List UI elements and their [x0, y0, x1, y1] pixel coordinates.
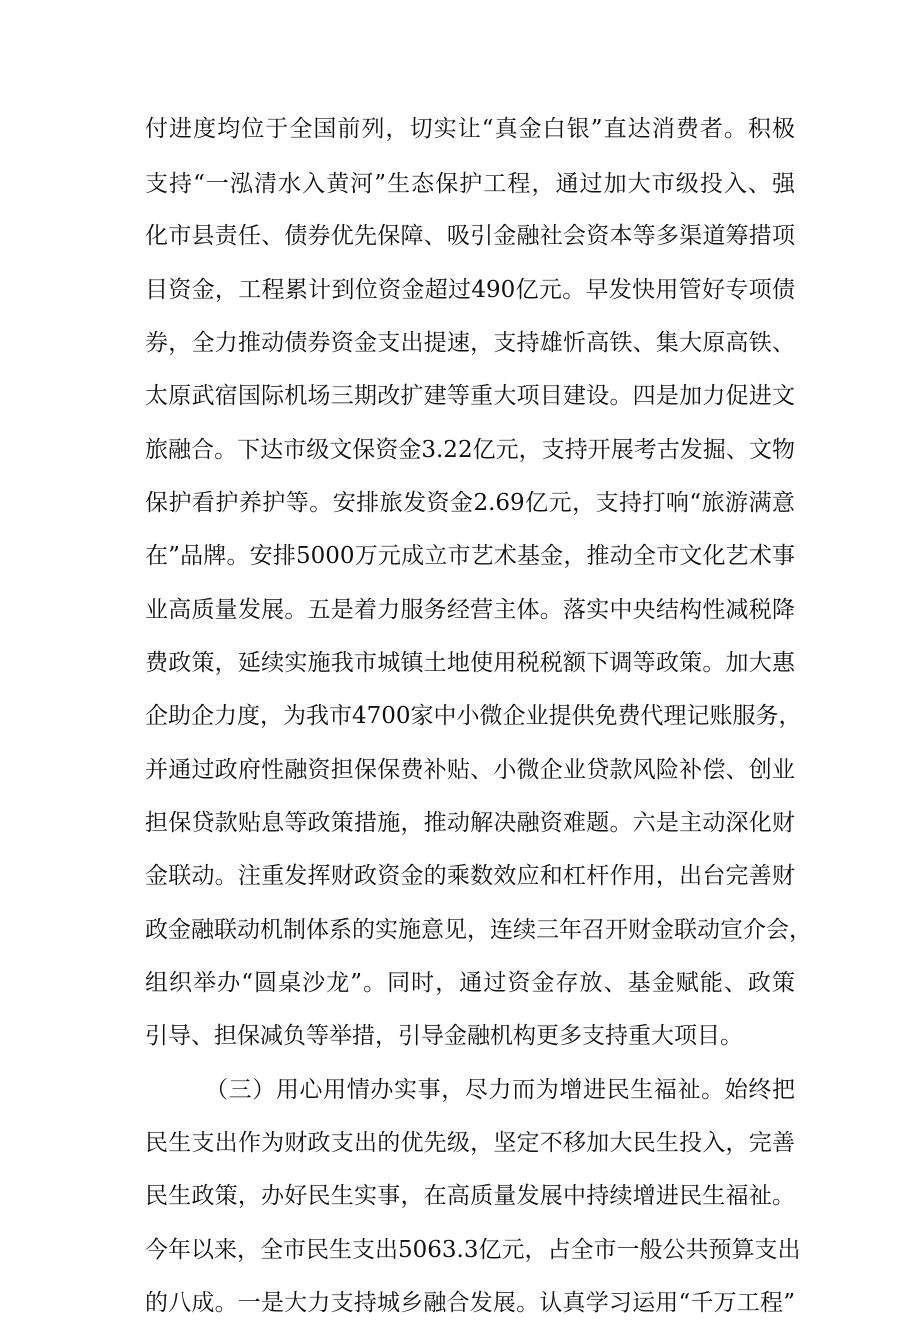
text-line: 付进度均位于全国前列，切实让“真金白银”直达消费者。积极: [145, 116, 795, 142]
text-line: 支持“一泓清水入黄河”生态保护工程，通过加大市级投入、强: [145, 171, 795, 197]
text-line: 费政策，延续实施我市城镇土地使用税税额下调等政策。加大惠: [145, 650, 795, 676]
text-line: 太原武宿国际机场三期改扩建等重大项目建设。四是加力促进文: [145, 383, 795, 409]
text-line: 企助企力度，为我市4700家中小微企业提供免费代理记账服务，: [145, 703, 802, 729]
text-line: 金联动。注重发挥财政资金的乘数效应和杠杆作用，出台完善财: [145, 863, 795, 889]
text-line: 保护看护养护等。安排旅发资金2.69亿元，支持打响“旅游满意: [145, 490, 795, 516]
section-heading-line: （三）用心用情办实事，尽力而为增进民生福祉。始终把: [205, 1077, 795, 1103]
text-line: 的八成。一是大力支持城乡融合发展。认真学习运用“千万工程”: [145, 1290, 795, 1316]
text-line: 目资金，工程累计到位资金超过490亿元。早发快用管好专项债: [145, 277, 795, 303]
text-line: 在”品牌。安排5000万元成立市艺术基金，推动全市文化艺术事: [145, 543, 795, 569]
text-line: 组织举办“圆桌沙龙”。同时，通过资金存放、基金赋能、政策: [145, 970, 795, 996]
text-line: 民生政策，办好民生实事，在高质量发展中持续增进民生福祉。: [145, 1183, 795, 1209]
text-line: 担保贷款贴息等政策措施，推动解决融资难题。六是主动深化财: [145, 810, 795, 836]
text-line: 业高质量发展。五是着力服务经营主体。落实中央结构性减税降: [145, 597, 795, 623]
text-line: 旅融合。下达市级文保资金3.22亿元，支持开展考古发掘、文物: [145, 437, 795, 463]
text-line: 引导、担保减负等举措，引导金融机构更多支持重大项目。: [145, 1023, 743, 1049]
text-line: 政金融联动机制体系的实施意见，连续三年召开财金联动宣介会，: [145, 917, 812, 943]
text-line: 民生支出作为财政支出的优先级，坚定不移加大民生投入，完善: [145, 1130, 795, 1156]
text-line: 券，全力推动债券资金支出提速，支持雄忻高铁、集大原高铁、: [145, 330, 795, 356]
text-line: 化市县责任、债券优先保障、吸引金融社会资本等多渠道筹措项: [145, 223, 795, 249]
text-line: 今年以来，全市民生支出5063.3亿元，占全市一般公共预算支出: [145, 1237, 801, 1263]
text-line: 并通过政府性融资担保保费补贴、小微企业贷款风险补偿、创业: [145, 757, 795, 783]
